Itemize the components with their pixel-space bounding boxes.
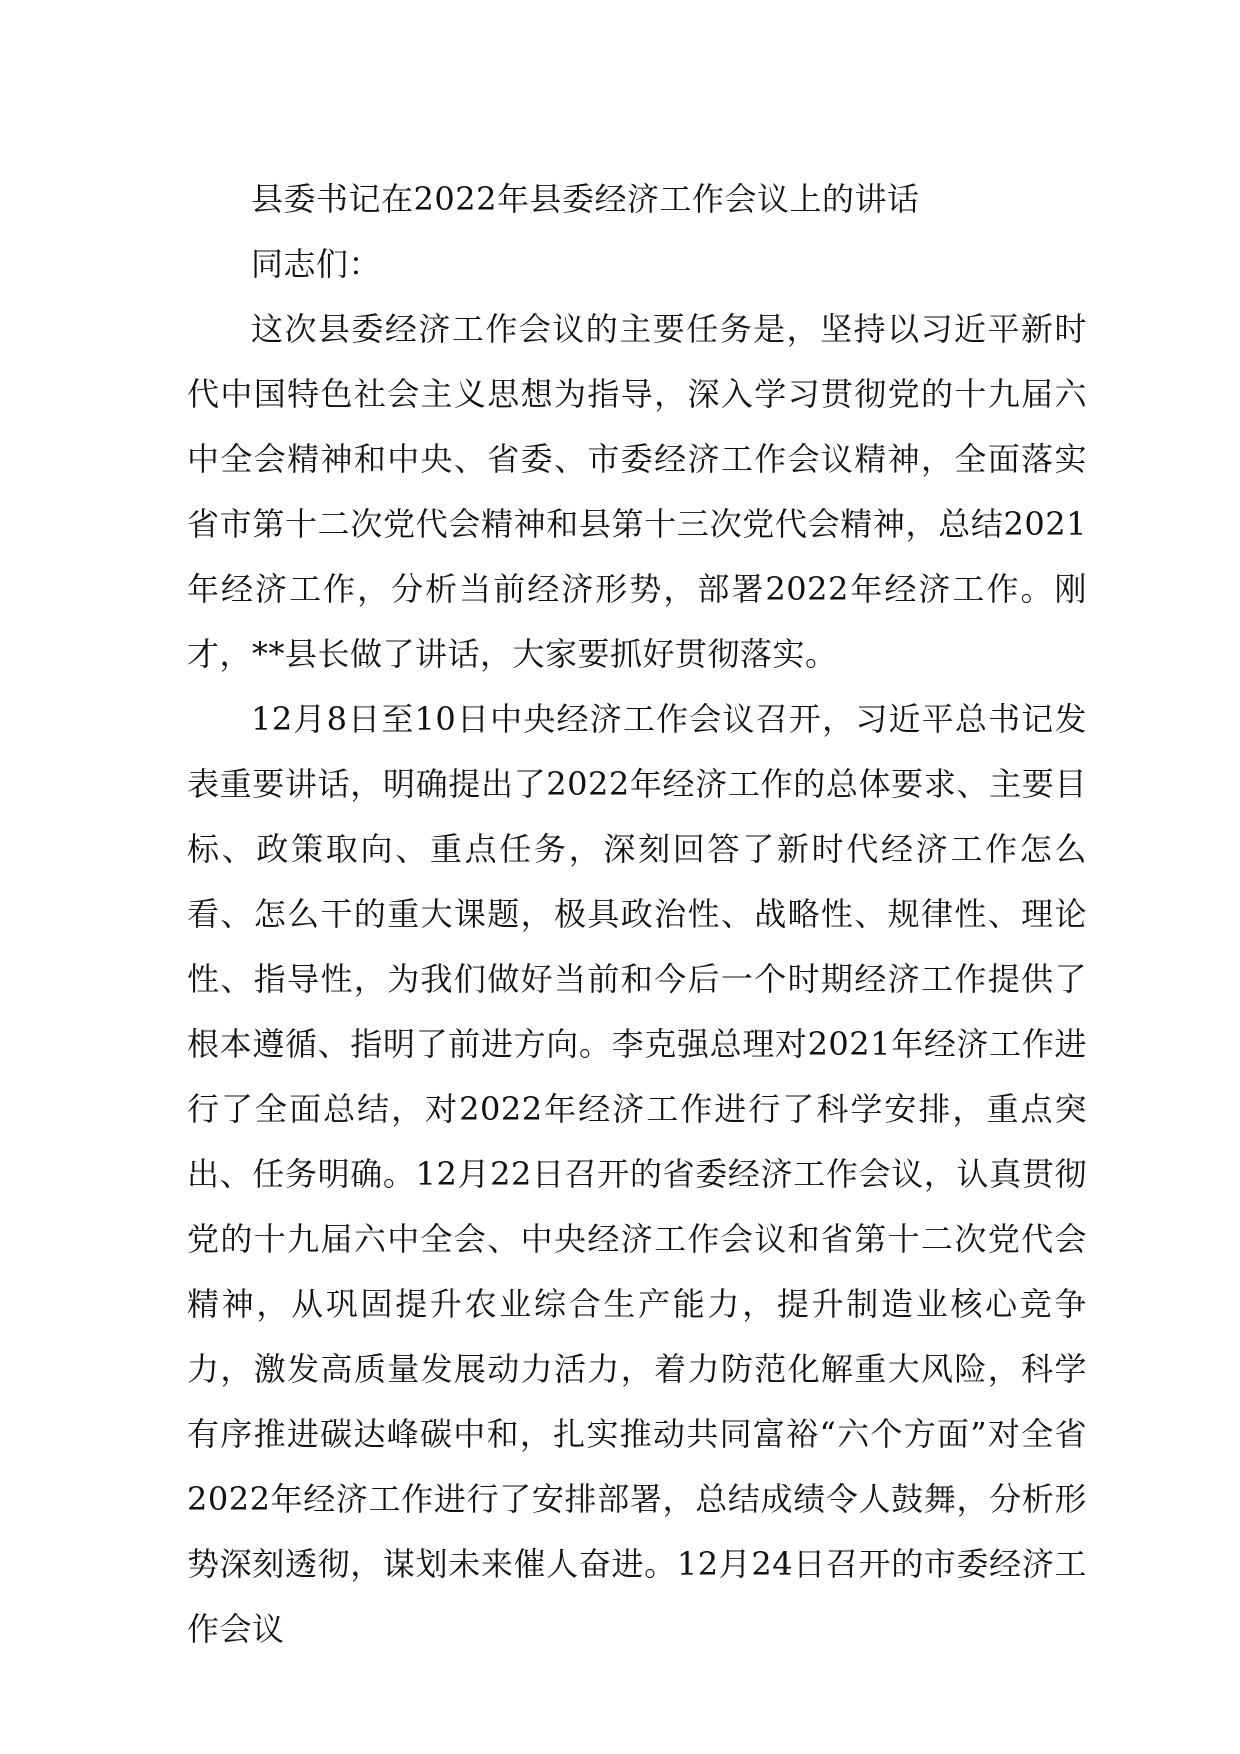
paragraph-1: 这次县委经济工作会议的主要任务是，坚持以习近平新时代中国特色社会主义思想为指导，深入学习贯彻党的十九届六中全会精神和中央、省委、市委经济工作会议精神，全面落实省市第十二次党代会精神和县第十三次党代会精神，总结2021年经济工作，分析当前经济形势，部署2022年经济工作。刚才，**县长做了讲话，大家要抓好贯彻落实。	[187, 310, 1087, 673]
document-page	[187, 167, 1087, 1662]
salutation: 同志们：	[251, 245, 382, 283]
paragraph-2: 12月8日至10日中央经济工作会议召开，习近平总书记发表重要讲话，明确提出了2022年经济工作的总体要求、主要目标、政策取向、重点任务，深刻回答了新时代经济工作怎么看、怎么干的重大课题，极具政治性、战略性、规律性、理论性、指导性，为我们做好当前和今后一个时期经济工作提供了根本遵循、指明了前进方向。李克强总理对2021年经济工作进行了全面总结，对2022年经济工作进行了科学安排，重点突出、任务明确。12月22日召开的省委经济工作会议，认真贯彻党的十九届六中全会、中央经济工作会议和省第十二次党代会精神，从巩固提升农业综合生产能力，提升制造业核心竞争力，激发高质量发展动力活力，着力防范化解重大风险，科学有序推进碳达峰碳中和，扎实推动共同富裕“六个方面”对全省2022年经济工作进行了安排部署，总结成绩令人鼓舞，分析形势深刻透彻，谋划未来催人奋进。12月24日召开的市委经济工作会议	[187, 700, 1087, 1648]
document-title: 县委书记在2022年县委经济工作会议上的讲话	[251, 180, 920, 218]
